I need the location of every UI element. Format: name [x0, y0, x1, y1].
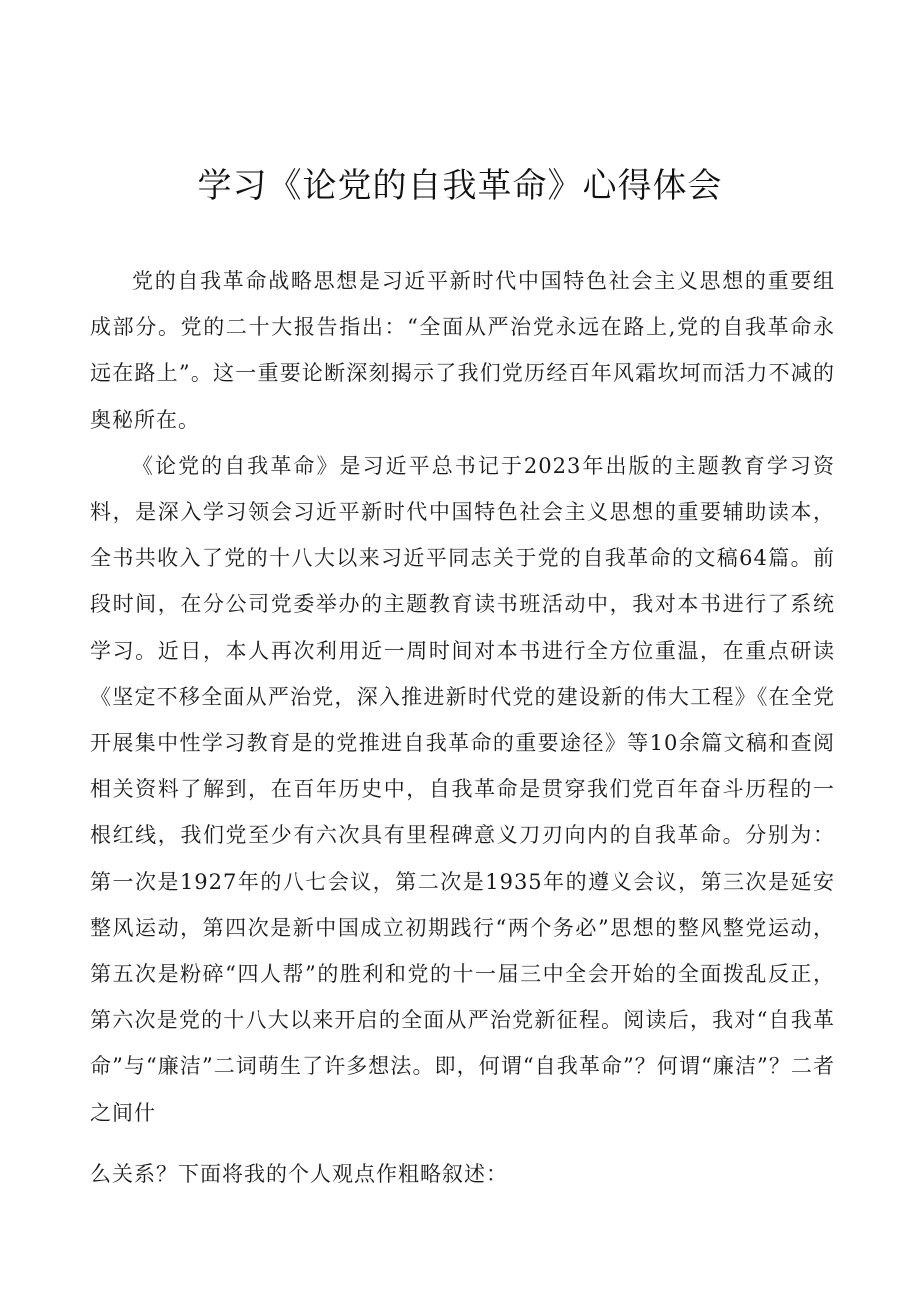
paragraph: 《论党的自我革命》是习近平总书记于2023年出版的主题教育学习资料，是深入学习领会习近平新时代中国特色社会主义思想的重要辅助读本，全书共收入了党的十八大以来习近平同志关于党的自我革命的文稿64篇。前段时间，在分公司党委举办的主题教育读书班活动中，我对本书进行了系统学习。近日，本人再次利用近一周时间对本书进行全方位重温，在重点研读《坚定不移全面从严治党，深入推进新时代党的建设新的伟大工程》《在全党开展集中性学习教育是的党推进自我革命的重要途径》等10余篇文稿和查阅相关资料了解到，在百年历史中，自我革命是贯穿我们党百年奋斗历程的一根红线，我们党至少有六次具有里程碑意义刀刃向内的自我革命。分别为：第一次是1927年的八七会议，第二次是1935年的遵义会议，第三次是延安整风运动，第四次是新中国成立初期践行“两个务必”思想的整风整党运动，第五次是粉碎“四人帮”的胜利和党的十一届三中全会开始的全面拨乱反正，第六次是党的十八大以来开启的全面从严治党新征程。阅读后，我对“自我革命”与“廉洁”二词萌生了许多想法。即，何谓“自我革命”？何谓“廉洁”？二者之间什: [90, 453, 835, 1125]
paragraph-continuation: 么关系？下面将我的个人观点作粗略叙述：: [90, 1162, 508, 1186]
document-body: [90, 258, 835, 1136]
paragraph: 党的自我革命战略思想是习近平新时代中国特色社会主义思想的重要组成部分。党的二十大报告指出：“全面从严治党永远在路上,党的自我革命永远在路上”。这一重要论断深刻揭示了我们党历经百年风霜坎坷而活力不减的奥秘所在。: [90, 269, 835, 432]
page-title: 学习《论党的自我革命》心得体会: [197, 166, 723, 206]
